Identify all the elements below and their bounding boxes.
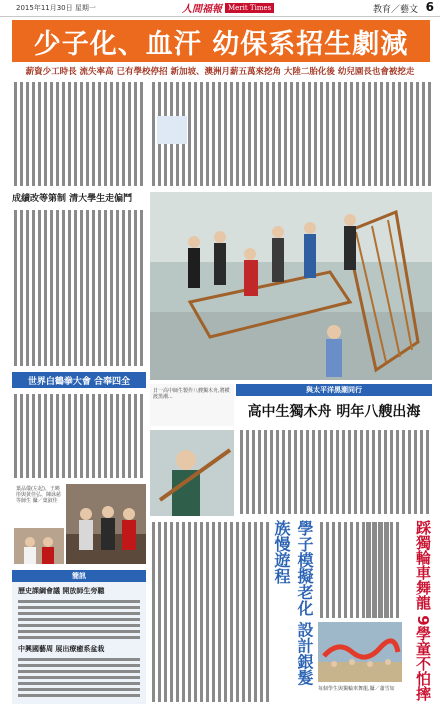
text-line — [62, 210, 65, 366]
text-line — [326, 522, 329, 618]
text-line — [390, 522, 393, 618]
brief-2-text-lines — [16, 656, 142, 700]
text-line — [342, 430, 345, 514]
text-line — [218, 522, 221, 702]
text-line — [18, 670, 140, 673]
text-line — [86, 210, 89, 366]
text-line — [260, 522, 263, 702]
text-line — [254, 522, 257, 702]
text-line — [206, 522, 209, 702]
text-line — [68, 82, 71, 186]
text-line — [384, 430, 387, 514]
text-line — [122, 82, 125, 186]
text-line — [294, 430, 297, 514]
text-line — [74, 394, 77, 478]
text-line — [300, 430, 303, 514]
text-line — [224, 82, 227, 186]
text-line — [104, 82, 107, 186]
text-line — [14, 82, 17, 186]
text-line — [110, 210, 113, 366]
text-line — [92, 210, 95, 366]
text-line — [62, 394, 65, 478]
text-line — [86, 82, 89, 186]
text-line — [312, 430, 315, 514]
brief-1-text-lines — [16, 598, 142, 640]
text-line — [230, 522, 233, 702]
text-line — [122, 210, 125, 366]
text-line — [372, 522, 375, 618]
text-line — [254, 82, 257, 186]
text-line — [248, 522, 251, 702]
conference-caption-box — [14, 484, 64, 526]
text-line — [134, 210, 137, 366]
elderly-article-body — [150, 520, 274, 704]
text-line — [338, 82, 341, 186]
unicycle-headline: 踩獨輪車舞龍 9學童不怕摔 — [414, 520, 432, 701]
text-line — [230, 82, 233, 186]
text-line — [242, 82, 245, 186]
text-line — [240, 430, 243, 514]
text-line — [116, 210, 119, 366]
text-line — [378, 430, 381, 514]
text-line — [62, 82, 65, 186]
boat-article-body — [238, 428, 432, 516]
text-line — [326, 82, 329, 186]
text-line — [116, 82, 119, 186]
boat-caption: 日一高中師生製作八艘獨木舟,將横渡黑潮... — [153, 388, 230, 400]
boat-small-photo — [150, 430, 234, 516]
text-line — [194, 522, 197, 702]
text-line — [366, 522, 369, 618]
conference-photo-small — [14, 528, 64, 564]
text-line — [218, 82, 221, 186]
text-line — [128, 82, 131, 186]
text-line — [236, 82, 239, 186]
text-line — [336, 430, 339, 514]
text-line — [68, 210, 71, 366]
graduate-headline — [12, 191, 146, 205]
dragon-dance-photo — [318, 622, 402, 682]
main-article-body — [150, 80, 432, 188]
text-line — [276, 430, 279, 514]
text-line — [248, 82, 251, 186]
main-subheadline: 薪資少工時長 流失率高 已有學校停招 新加坡、澳洲月薪五萬來挖角 大陸二胎化後 幼兒園長也會被挖走 — [25, 67, 415, 77]
briefs-label: 簡訊 — [12, 570, 146, 582]
text-line — [170, 522, 173, 702]
left-article-body — [12, 80, 146, 188]
boat-building-photo-image — [150, 192, 432, 380]
text-line — [18, 618, 140, 621]
text-line — [32, 394, 35, 478]
text-line — [116, 394, 119, 478]
text-line — [68, 394, 71, 478]
text-line — [98, 210, 101, 366]
text-line — [332, 82, 335, 186]
text-line — [104, 210, 107, 366]
text-line — [86, 394, 89, 478]
text-line — [396, 522, 399, 618]
text-line — [98, 394, 101, 478]
text-line — [158, 522, 161, 702]
text-line — [164, 522, 167, 702]
text-line — [302, 82, 305, 186]
text-line — [308, 82, 311, 186]
text-line — [38, 394, 41, 478]
text-line — [122, 394, 125, 478]
text-line — [384, 522, 387, 618]
text-line — [176, 522, 179, 702]
text-line — [318, 430, 321, 514]
text-line — [390, 430, 393, 514]
text-line — [428, 82, 431, 186]
text-line — [282, 430, 285, 514]
text-line — [344, 82, 347, 186]
text-line — [360, 430, 363, 514]
text-line — [128, 210, 131, 366]
text-line — [200, 82, 203, 186]
dragon-dance-photo-image — [318, 622, 402, 682]
graduate-headline-text: 成績改等第制 清大學生走偏鬥 — [12, 194, 133, 204]
text-line — [104, 394, 107, 478]
text-line — [14, 394, 17, 478]
text-line — [18, 612, 140, 615]
text-line — [110, 82, 113, 186]
text-line — [18, 682, 140, 685]
text-line — [422, 82, 425, 186]
text-line — [18, 600, 140, 603]
page-number: 6 — [425, 0, 434, 14]
text-line — [18, 636, 140, 639]
text-line — [18, 664, 140, 667]
text-line — [372, 430, 375, 514]
text-line — [50, 82, 53, 186]
text-line — [26, 394, 29, 478]
text-line — [408, 430, 411, 514]
text-line — [182, 522, 185, 702]
text-line — [242, 522, 245, 702]
text-line — [14, 210, 17, 366]
boat-kicker: 與太平洋黑潮同行 — [236, 384, 432, 396]
brief-2-title: 中興國藝周 展出療癒系盆栽 — [18, 645, 105, 653]
text-line — [140, 210, 143, 366]
text-line — [354, 430, 357, 514]
text-line — [404, 82, 407, 186]
boat-headline: 高中生獨木舟 明年八艘出海 — [247, 404, 421, 420]
text-line — [426, 430, 429, 514]
text-line — [266, 82, 269, 186]
unicycle-article-text-lines — [364, 520, 402, 620]
text-line — [284, 82, 287, 186]
text-line — [32, 82, 35, 186]
elderly-headline: 學子模擬老化 設計銀髮族慢遊程 — [272, 520, 314, 686]
brief-1-title: 歷史課綱會議 開放師生旁聽 — [18, 587, 105, 595]
text-line — [44, 210, 47, 366]
text-line — [272, 82, 275, 186]
text-line — [416, 82, 419, 186]
text-line — [38, 82, 41, 186]
text-line — [26, 82, 29, 186]
text-line — [356, 82, 359, 186]
text-line — [50, 210, 53, 366]
unicycle-article-body — [364, 520, 402, 620]
text-line — [134, 82, 137, 186]
conference-photo — [66, 484, 146, 564]
graduate-article-body — [12, 208, 146, 368]
text-line — [270, 430, 273, 514]
text-line — [366, 430, 369, 514]
newspaper-masthead — [182, 1, 274, 14]
briefs-box — [12, 570, 146, 704]
text-line — [80, 210, 83, 366]
text-line — [194, 82, 197, 186]
text-line — [402, 430, 405, 514]
text-line — [18, 658, 140, 661]
text-line — [362, 82, 365, 186]
text-line — [188, 522, 191, 702]
text-line — [56, 394, 59, 478]
conference-article-body — [12, 392, 146, 480]
text-line — [152, 522, 155, 702]
text-line — [278, 82, 281, 186]
elderly-article-text-lines — [150, 520, 274, 704]
text-line — [410, 82, 413, 186]
text-line — [110, 394, 113, 478]
text-line — [378, 522, 381, 618]
text-line — [350, 522, 353, 618]
boat-article-text-lines — [238, 428, 432, 516]
text-line — [18, 606, 140, 609]
main-headline: 少子化、血汗 幼保系招生劇減 — [12, 20, 430, 62]
text-line — [74, 210, 77, 366]
text-line — [368, 82, 371, 186]
text-line — [98, 82, 101, 186]
text-line — [206, 82, 209, 186]
text-line — [212, 522, 215, 702]
text-line — [200, 522, 203, 702]
text-line — [266, 522, 269, 702]
text-line — [332, 522, 335, 618]
text-line — [32, 210, 35, 366]
pull-quote-box — [157, 116, 187, 144]
text-line — [20, 210, 23, 366]
text-line — [152, 82, 155, 186]
text-line — [350, 82, 353, 186]
text-line — [92, 82, 95, 186]
text-line — [264, 430, 267, 514]
text-line — [296, 82, 299, 186]
text-line — [18, 694, 140, 697]
text-line — [56, 82, 59, 186]
text-line — [236, 522, 239, 702]
text-line — [374, 82, 377, 186]
text-line — [80, 82, 83, 186]
text-line — [314, 82, 317, 186]
text-line — [258, 430, 261, 514]
text-line — [140, 82, 143, 186]
conference-photo-caption: 葉品儀(左起)、王曉彤與黃佳弘、陳詠慈等師生 攝／葉淑佳 — [16, 486, 62, 504]
text-line — [320, 82, 323, 186]
dragon-dance-caption: 每個學生與獨輪車舞龍,攝／蕭雪如 — [318, 686, 395, 692]
text-line — [324, 430, 327, 514]
text-line — [330, 430, 333, 514]
text-line — [396, 430, 399, 514]
text-line — [26, 210, 29, 366]
boat-building-photo — [150, 192, 432, 380]
text-line — [140, 394, 143, 478]
text-line — [20, 82, 23, 186]
text-line — [188, 82, 191, 186]
text-line — [348, 430, 351, 514]
text-line — [290, 82, 293, 186]
text-line — [128, 394, 131, 478]
text-line — [420, 430, 423, 514]
text-line — [380, 82, 383, 186]
text-line — [80, 394, 83, 478]
left-article-text-lines — [12, 80, 146, 188]
text-line — [356, 522, 359, 618]
text-line — [398, 82, 401, 186]
text-line — [212, 82, 215, 186]
text-line — [50, 394, 53, 478]
text-line — [18, 676, 140, 679]
text-line — [306, 430, 309, 514]
issue-date: 2015年11月30日 星期一 — [16, 4, 96, 12]
text-line — [74, 82, 77, 186]
newspaper-logo: 人間福報 — [182, 4, 222, 15]
text-line — [344, 522, 347, 618]
conference-photo-image — [66, 484, 146, 564]
text-line — [224, 522, 227, 702]
conference-headline-text: 世界白鶴拳大會 合奉四全 — [27, 376, 131, 387]
text-line — [414, 430, 417, 514]
newspaper-logo-english: Merit Times — [225, 3, 274, 13]
conference-article-text-lines — [12, 392, 146, 480]
text-line — [338, 522, 341, 618]
graduate-article-text-lines — [12, 208, 146, 368]
text-line — [38, 210, 41, 366]
text-line — [44, 82, 47, 186]
text-line — [386, 82, 389, 186]
text-line — [92, 394, 95, 478]
text-line — [18, 624, 140, 627]
conference-photo-small-image — [14, 528, 64, 564]
text-line — [252, 430, 255, 514]
conference-headline — [12, 372, 146, 388]
text-line — [246, 430, 249, 514]
section-name: 教育／藝文 — [372, 5, 418, 15]
text-line — [20, 394, 23, 478]
main-article-text-lines — [150, 80, 432, 188]
text-line — [288, 430, 291, 514]
text-line — [320, 522, 323, 618]
text-line — [134, 394, 137, 478]
text-line — [18, 688, 140, 691]
text-line — [56, 210, 59, 366]
text-line — [392, 82, 395, 186]
boat-small-photo-image — [150, 430, 234, 516]
text-line — [260, 82, 263, 186]
page-header — [0, 0, 440, 17]
text-line — [44, 394, 47, 478]
text-line — [18, 630, 140, 633]
boat-small-caption-box — [150, 384, 234, 426]
